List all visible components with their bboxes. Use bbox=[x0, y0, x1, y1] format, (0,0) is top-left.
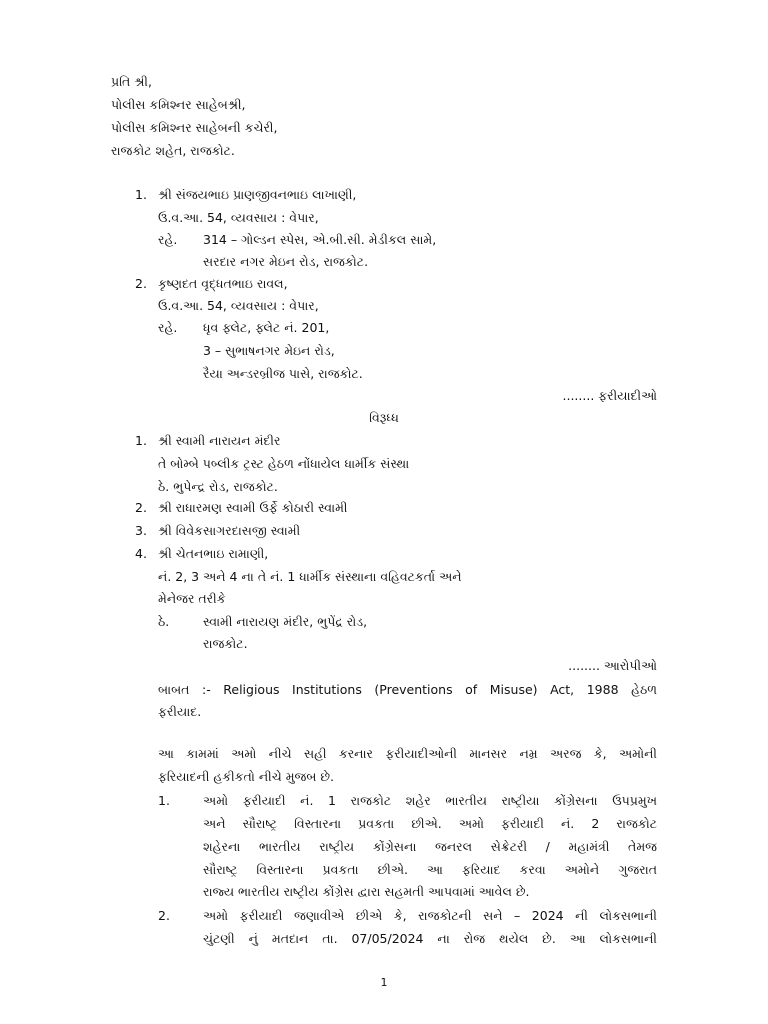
accused-1-number: 1. bbox=[135, 433, 147, 448]
point-1-number: 1. bbox=[158, 793, 170, 808]
complainant-1-address: 314 – ગોલ્ડન સ્પેસ, એ.બી.સી. મેડીકલ સામે, bbox=[203, 232, 437, 247]
point-1-line: શહેરના ભારતીય રાષ્ટ્રીય કોંગ્રેસના જનરલ સેક્રેટરી / મહામંત્રી તેમજ bbox=[203, 839, 657, 854]
accused-address: રાજકોટ. bbox=[203, 636, 248, 651]
complainants-label: ........ ફરીયાદીઓ bbox=[562, 388, 657, 403]
complainant-2-age: ઉ.વ.આ. 54, વ્યવસાય : વેપાર, bbox=[158, 298, 319, 313]
accused-4-name: શ્રી ચેતનભાઇ રામાણી, bbox=[158, 546, 269, 561]
accused-address: સ્વામી નારાયણ મંદીર, ભુપેંદ્ર રોડ, bbox=[203, 614, 368, 629]
complainant-2-name: કૃષ્ણદત વૃદ્ધતભાઇ રાવલ, bbox=[158, 276, 288, 291]
point-1-line: અને સૌરાષ્ટ્ર વિસ્તારના પ્રવકતા છીએ. અમો ફરીયાદી નં. 2 રાજકોટ bbox=[203, 816, 657, 831]
page-number: 1 bbox=[380, 976, 388, 989]
complainant-2-address: ધૃવ ફ્લેટ, ફ્લેટ નં. 201, bbox=[203, 320, 330, 335]
complainant-2-residence-label: રહે. bbox=[158, 320, 178, 335]
complainant-2-address: 3 – સુભાષનગર મેઇન રોડ, bbox=[203, 343, 335, 358]
point-2-line: અમો ફરીયાદી જણાવીએ છીએ કે, રાજકોટની સને – 2024 ની લોકસભાની bbox=[203, 908, 657, 923]
address-line: પોલીસ કમિશ્નર સાહેબની કચેરી, bbox=[111, 120, 278, 135]
accused-2-name: શ્રી રાધારમણ સ્વામી ઉર્ફે કોઠારી સ્વામી bbox=[158, 500, 348, 515]
point-2-number: 2. bbox=[158, 908, 170, 923]
complainant-1-number: 1. bbox=[135, 187, 147, 202]
address-line: પ્રતિ શ્રી, bbox=[111, 74, 152, 89]
accused-1-description: તે બોમ્બે પબ્લીક ટ્રસ્ટ હેઠળ નોંધાયેલ ધાર્મીક સંસ્થા bbox=[158, 456, 410, 471]
subject-line: બાબત :- Religious Institutions (Preventions of Misuse) Act, 1988 હેઠળ bbox=[158, 682, 657, 697]
complainant-1-residence-label: રહે. bbox=[158, 232, 178, 247]
accused-role: મેનેજર તરીકે bbox=[158, 591, 226, 606]
complainant-1-address: સરદાર નગર મેઇન રોડ, રાજકોટ. bbox=[203, 254, 369, 269]
point-1-line: રાજ્ય ભારતીય રાષ્ટ્રીય કોંગ્રેસ દ્વારા સહમતી આપવામાં આવેલ છે. bbox=[203, 884, 530, 899]
accused-3-name: શ્રી વિવેકસાગરદાસજી સ્વામી bbox=[158, 523, 301, 538]
accused-1-address: ઠે. ભુપેન્દ્ર રોડ, રાજકોટ. bbox=[158, 479, 278, 494]
complainant-2-address: રૈયા અન્ડરબ્રીજ પાસે, રાજકોટ. bbox=[203, 366, 363, 381]
accused-label: ........ આરોપીઓ bbox=[568, 658, 657, 673]
accused-2-number: 2. bbox=[135, 500, 147, 515]
subject-line: ફરીયાદ. bbox=[158, 704, 202, 719]
intro-line: આ કામમાં અમો નીચે સહી કરનાર ફરીયાદીઓની માનસર નમ્ર અરજ કે, અમોની bbox=[158, 746, 657, 761]
accused-4-number: 4. bbox=[135, 546, 147, 561]
intro-line: ફરિયાદની હકીકતો નીચે મુજબ છે. bbox=[158, 769, 335, 784]
point-2-line: ચુંટણી નું મતદાન તા. 07/05/2024 ના રોજ થયેલ છે. આ લોકસભાની bbox=[203, 931, 657, 946]
versus-heading: વિરૂધ્ધ bbox=[369, 410, 399, 425]
accused-1-name: શ્રી સ્વામી નારાયન મંદીર bbox=[158, 433, 281, 448]
complainant-2-number: 2. bbox=[135, 276, 147, 291]
complainant-1-name: શ્રી સંજયભાઇ પ્રાણજીવનભાઇ લાખાણી, bbox=[158, 187, 357, 202]
accused-address-label: ઠે. bbox=[158, 614, 170, 629]
accused-role: નં. 2, 3 અને 4 ના તે નં. 1 ધાર્મીક સંસ્થાના વહિવટકર્તા અને bbox=[158, 569, 462, 584]
accused-3-number: 3. bbox=[135, 523, 147, 538]
address-line: રાજકોટ શહેત, રાજકોટ. bbox=[111, 143, 235, 158]
point-1-line: સૌરાષ્ટ્ર વિસ્તારના પ્રવકતા છીએ. આ ફરિયાદ કરવા અમોને ગુજરાત bbox=[203, 862, 657, 877]
address-line: પોલીસ કમિશ્નર સાહેબશ્રી, bbox=[111, 97, 246, 112]
point-1-line: અમો ફરીયાદી નં. 1 રાજકોટ શહેર ભારતીય રાષ્ટ્રીયા કોંગ્રેસના ઉપપ્રમુખ bbox=[203, 793, 657, 808]
complainant-1-age: ઉ.વ.આ. 54, વ્યવસાય : વેપાર, bbox=[158, 210, 319, 225]
